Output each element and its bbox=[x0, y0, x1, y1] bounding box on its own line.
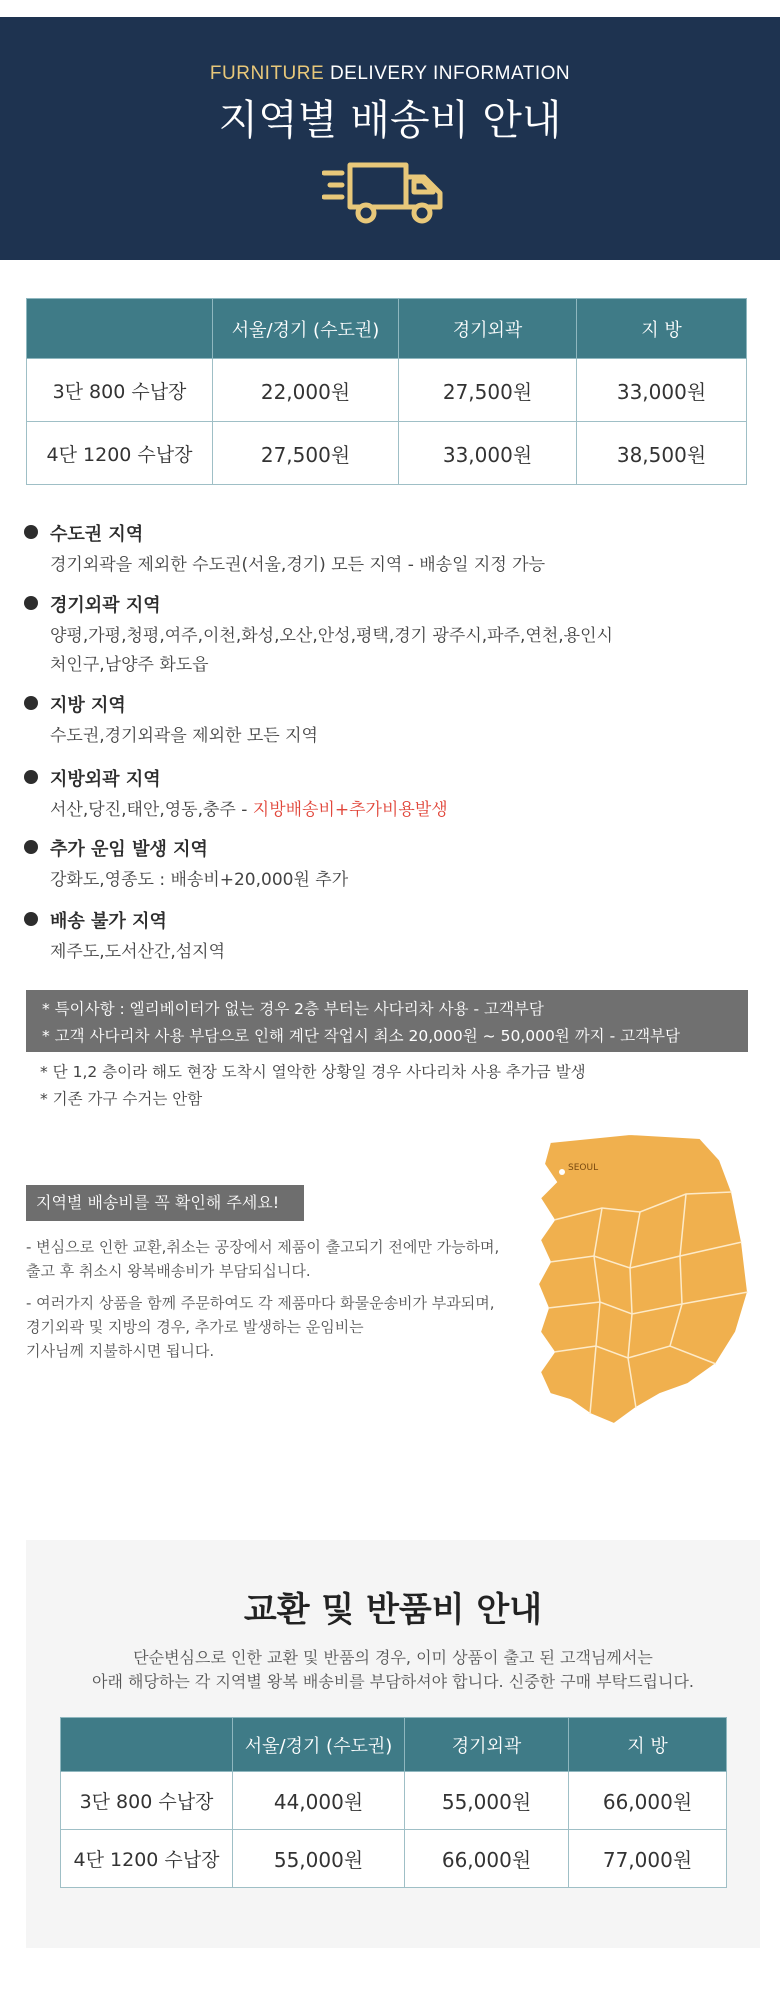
region-desc: 강화도,영종도 : 배송비+20,000원 추가 bbox=[50, 870, 349, 890]
table-header-blank bbox=[27, 299, 213, 359]
table-header-province: 지 방 bbox=[577, 299, 747, 359]
delivery-fee-table bbox=[26, 298, 747, 485]
fee-cell: 55,000원 bbox=[405, 1772, 569, 1830]
exchange-title: 교환 및 반품비 안내 bbox=[243, 1590, 543, 1630]
region-desc: 경기외곽을 제외한 수도권(서울,경기) 모든 지역 - 배송일 지정 가능 bbox=[50, 555, 546, 575]
exchange-return-section bbox=[26, 1540, 760, 1948]
info-line: 출고 후 취소시 왕복배송비가 부담되십니다. bbox=[26, 1262, 311, 1280]
region-title: 추가 운임 발생 지역 bbox=[50, 839, 208, 860]
table-header-row bbox=[61, 1718, 727, 1772]
fee-cell: 22,000원 bbox=[213, 359, 399, 422]
table-header-outer: 경기외곽 bbox=[399, 299, 577, 359]
fee-cell: 38,500원 bbox=[577, 422, 747, 485]
bullet-dot bbox=[24, 912, 38, 926]
table-row bbox=[27, 422, 747, 485]
fee-cell: 66,000원 bbox=[405, 1830, 569, 1888]
region-title: 경기외곽 지역 bbox=[50, 595, 161, 616]
notice-line: * 특이사항 : 엘리베이터가 없는 경우 2층 부터는 사다리차 사용 - 고객부담 bbox=[42, 1000, 544, 1018]
info-line: 경기외곽 및 지방의 경우, 추가로 발생하는 운임비는 bbox=[26, 1318, 364, 1336]
row-label: 4단 1200 수납장 bbox=[27, 422, 213, 485]
table-header-row bbox=[27, 299, 747, 359]
exchange-desc-line: 단순변심으로 인한 교환 및 반품의 경우, 이미 상품이 출고 된 고객님께서는 bbox=[133, 1648, 653, 1667]
bullet-dot bbox=[24, 770, 38, 784]
fee-cell: 27,500원 bbox=[213, 422, 399, 485]
table-header-blank bbox=[61, 1718, 233, 1772]
row-label: 3단 800 수납장 bbox=[27, 359, 213, 422]
exchange-desc-line: 아래 해당하는 각 지역별 왕복 배송비를 부담하셔야 합니다. 신중한 구매 부탁드립니다. bbox=[92, 1672, 694, 1691]
table-row bbox=[27, 359, 747, 422]
note-line: * 기존 가구 수거는 안함 bbox=[40, 1090, 203, 1108]
info-line: - 여러가지 상품을 함께 주문하여도 각 제품마다 화물운송비가 부과되며, bbox=[26, 1294, 495, 1312]
hero-title: 지역별 배송비 안내 bbox=[218, 96, 562, 144]
delivery-truck-icon bbox=[322, 159, 446, 225]
fee-cell: 55,000원 bbox=[233, 1830, 405, 1888]
bullet-dot bbox=[24, 840, 38, 854]
bullet-dot bbox=[24, 696, 38, 710]
region-desc: 수도권,경기외곽을 제외한 모든 지역 bbox=[50, 726, 318, 746]
region-title: 배송 불가 지역 bbox=[50, 911, 167, 932]
top-strip bbox=[0, 0, 780, 17]
fee-cell: 33,000원 bbox=[577, 359, 747, 422]
table-header-capital: 서울/경기 (수도권) bbox=[233, 1718, 405, 1772]
table-row bbox=[61, 1830, 727, 1888]
korea-map-icon bbox=[510, 1132, 750, 1428]
table-header-capital: 서울/경기 (수도권) bbox=[213, 299, 399, 359]
region-title: 수도권 지역 bbox=[50, 524, 144, 545]
fee-cell: 66,000원 bbox=[569, 1772, 727, 1830]
fee-cell: 44,000원 bbox=[233, 1772, 405, 1830]
table-header-outer: 경기외곽 bbox=[405, 1718, 569, 1772]
notice-line: * 고객 사다리차 사용 부담으로 인해 계단 작업시 최소 20,000원 ~ 50,000원 까지 - 고객부담 bbox=[42, 1027, 680, 1045]
hero-banner bbox=[0, 17, 780, 260]
bullet-dot bbox=[24, 525, 38, 539]
check-fee-badge: 지역별 배송비를 꼭 확인해 주세요! bbox=[26, 1185, 304, 1221]
extra-cost-highlight: 지방배송비+추가비용발생 bbox=[252, 800, 448, 820]
hero-subtitle: FURNITURE DELIVERY INFORMATION bbox=[209, 63, 571, 84]
region-desc: 서산,당진,태안,영동,충주 - 지방배송비+추가비용발생 bbox=[50, 800, 448, 820]
region-desc: 제주도,도서산간,섬지역 bbox=[50, 942, 226, 962]
info-line: 기사님께 지불하시면 됩니다. bbox=[26, 1342, 215, 1360]
note-line: * 단 1,2 층이라 해도 현장 도착시 열악한 상황일 경우 사다리차 사용 추가금 발생 bbox=[40, 1063, 586, 1081]
region-desc: 양평,가평,청평,여주,이천,화성,오산,안성,평택,경기 광주시,파주,연천,용인시 처인구,남양주 화도읍 bbox=[50, 626, 613, 675]
fee-cell: 33,000원 bbox=[399, 422, 577, 485]
info-line: - 변심으로 인한 교환,취소는 공장에서 제품이 출고되기 전에만 가능하며, bbox=[26, 1238, 500, 1256]
fee-cell: 27,500원 bbox=[399, 359, 577, 422]
region-title: 지방외곽 지역 bbox=[50, 769, 161, 790]
row-label: 4단 1200 수납장 bbox=[61, 1830, 233, 1888]
bullet-dot bbox=[24, 596, 38, 610]
return-fee-table bbox=[60, 1717, 727, 1888]
special-notice-box bbox=[26, 990, 748, 1052]
region-title: 지방 지역 bbox=[50, 695, 126, 716]
map-seoul-label: SEOUL bbox=[568, 1163, 599, 1173]
table-row bbox=[61, 1772, 727, 1830]
table-header-province: 지 방 bbox=[569, 1718, 727, 1772]
fee-cell: 77,000원 bbox=[569, 1830, 727, 1888]
row-label: 3단 800 수납장 bbox=[61, 1772, 233, 1830]
